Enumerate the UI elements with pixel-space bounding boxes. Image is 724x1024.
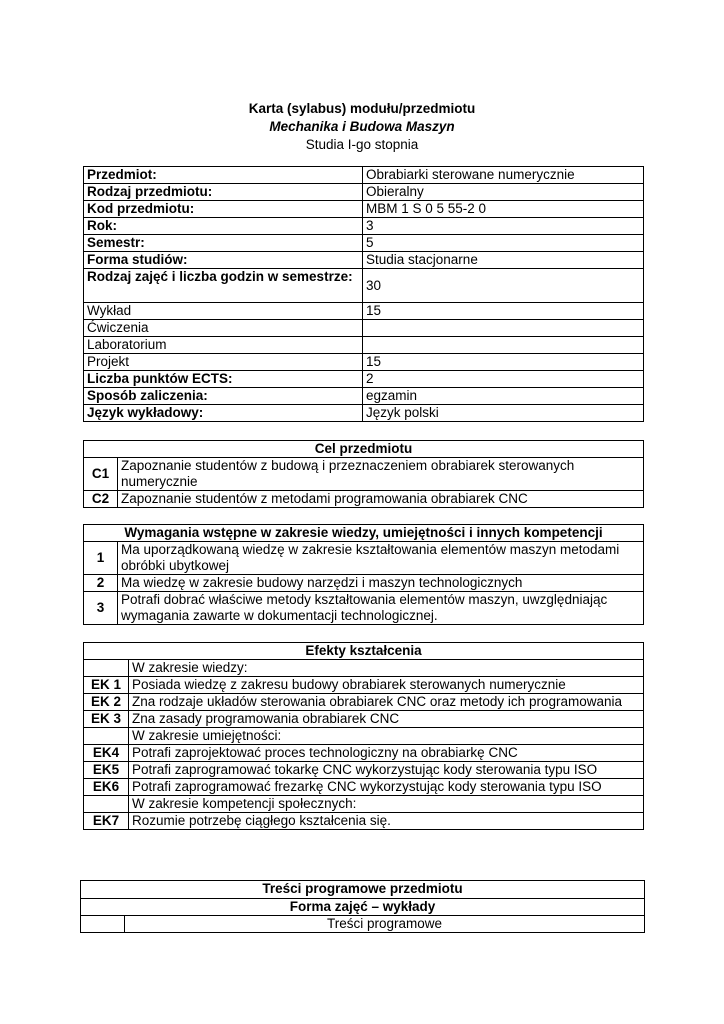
info-value: Studia stacjonarne	[363, 252, 644, 269]
effect-code	[84, 660, 129, 677]
info-value	[363, 337, 644, 354]
effect-row	[84, 796, 644, 813]
info-row	[84, 184, 644, 201]
contents-subtitle: Forma zajęć – wykłady	[81, 899, 645, 916]
contents-table	[80, 880, 645, 933]
goal-row	[84, 458, 644, 491]
requirement-code: 3	[84, 592, 118, 625]
info-row	[84, 252, 644, 269]
info-label: Laboratorium	[84, 337, 363, 354]
effect-text: W zakresie wiedzy:	[129, 660, 644, 677]
effect-text: W zakresie umiejętności:	[129, 728, 644, 745]
requirement-code: 2	[84, 575, 118, 592]
requirement-text: Ma uporządkowaną wiedzę w zakresie kształtowania elementów maszyn metodami obróbki ubytkowej	[118, 542, 644, 575]
info-row	[84, 337, 644, 354]
info-value: Obrabiarki sterowane numerycznie	[363, 167, 644, 184]
goal-text: Zapoznanie studentów z budową i przeznaczeniem obrabiarek sterowanych numerycznie	[118, 458, 644, 491]
goal-text: Zapoznanie studentów z metodami programowania obrabiarek CNC	[118, 491, 644, 508]
effect-code: EK6	[84, 779, 129, 796]
info-label: Kod przedmiotu:	[84, 201, 363, 218]
effect-text: Potrafi zaprogramować tokarkę CNC wykorzystując kody sterowania typu ISO	[129, 762, 644, 779]
effect-text: Zna rodzaje układów sterowania obrabiarek CNC oraz metody ich programowania	[129, 694, 644, 711]
info-row	[84, 235, 644, 252]
effect-row	[84, 660, 644, 677]
effect-text: W zakresie kompetencji społecznych:	[129, 796, 644, 813]
info-row	[84, 218, 644, 235]
info-value: 15	[363, 303, 644, 320]
contents-column-header: Treści programowe	[125, 916, 645, 933]
requirements-title: Wymagania wstępne w zakresie wiedzy, umiejętności i innych kompetencji	[84, 525, 644, 542]
field-of-study: Mechanika i Budowa Maszyn	[269, 119, 455, 134]
info-label: Rodzaj przedmiotu:	[84, 184, 363, 201]
info-label: Przedmiot:	[84, 167, 363, 184]
effect-code: EK5	[84, 762, 129, 779]
info-value: egzamin	[363, 388, 644, 405]
requirements-table	[83, 524, 644, 625]
effect-row	[84, 728, 644, 745]
study-level: Studia I-go stopnia	[305, 137, 419, 152]
contents-lp-cell	[81, 916, 125, 933]
goals-table	[83, 440, 644, 508]
info-label: Liczba punktów ECTS:	[84, 371, 363, 388]
effect-text: Potrafi zaprogramować frezarkę CNC wykorzystując kody sterowania typu ISO	[129, 779, 644, 796]
info-value: 15	[363, 354, 644, 371]
goal-code: C2	[84, 491, 118, 508]
info-label: Sposób zaliczenia:	[84, 388, 363, 405]
effect-code	[84, 728, 129, 745]
info-value: 3	[363, 218, 644, 235]
course-info-table	[83, 166, 644, 422]
effects-title: Efekty kształcenia	[84, 643, 644, 660]
effect-row	[84, 813, 644, 830]
requirement-row	[84, 575, 644, 592]
requirement-text: Potrafi dobrać właściwe metody kształtowania elementów maszyn, uwzględniając wymagania zawarte w dokumentacji technologicznej.	[118, 592, 644, 625]
info-label: Rok:	[84, 218, 363, 235]
goal-code: C1	[84, 458, 118, 491]
effect-code: EK 2	[84, 694, 129, 711]
info-label: Język wykładowy:	[84, 405, 363, 422]
info-value: Język polski	[363, 405, 644, 422]
info-row	[84, 269, 644, 303]
goal-row	[84, 491, 644, 508]
effect-row	[84, 694, 644, 711]
info-label: Rodzaj zajęć i liczba godzin w semestrze:	[84, 269, 363, 303]
requirement-row	[84, 542, 644, 575]
requirement-row	[84, 592, 644, 625]
effect-code: EK4	[84, 745, 129, 762]
info-row	[84, 167, 644, 184]
effect-text: Potrafi zaprojektować proces technologiczny na obrabiarkę CNC	[129, 745, 644, 762]
info-value: 2	[363, 371, 644, 388]
info-value	[363, 320, 644, 337]
effects-table	[83, 642, 644, 830]
effect-row	[84, 745, 644, 762]
effect-code: EK 1	[84, 677, 129, 694]
info-value: Obieralny	[363, 184, 644, 201]
info-row	[84, 201, 644, 218]
effect-code: EK 3	[84, 711, 129, 728]
info-row	[84, 320, 644, 337]
info-row	[84, 405, 644, 422]
effect-row	[84, 677, 644, 694]
info-row	[84, 388, 644, 405]
effect-code	[84, 796, 129, 813]
info-label: Wykład	[84, 303, 363, 320]
requirement-code: 1	[84, 542, 118, 575]
requirement-text: Ma wiedzę w zakresie budowy narzędzi i maszyn technologicznych	[118, 575, 644, 592]
effect-text: Rozumie potrzebę ciągłego kształcenia się.	[129, 813, 644, 830]
doc-title: Karta (sylabus) modułu/przedmiotu	[248, 101, 476, 116]
effect-text: Zna zasady programowania obrabiarek CNC	[129, 711, 644, 728]
info-label: Ćwiczenia	[84, 320, 363, 337]
effect-row	[84, 762, 644, 779]
info-label: Semestr:	[84, 235, 363, 252]
effect-text: Posiada wiedzę z zakresu budowy obrabiarek sterowanych numerycznie	[129, 677, 644, 694]
info-row	[84, 354, 644, 371]
info-value: 5	[363, 235, 644, 252]
effect-row	[84, 711, 644, 728]
info-row	[84, 303, 644, 320]
contents-title: Treści programowe przedmiotu	[81, 881, 645, 899]
info-label: Projekt	[84, 354, 363, 371]
info-value: MBM 1 S 0 5 55-2 0	[363, 201, 644, 218]
goals-title: Cel przedmiotu	[84, 441, 644, 458]
info-label: Forma studiów:	[84, 252, 363, 269]
info-row	[84, 371, 644, 388]
effect-code: EK7	[84, 813, 129, 830]
effect-row	[84, 779, 644, 796]
info-value: 30	[363, 269, 644, 303]
